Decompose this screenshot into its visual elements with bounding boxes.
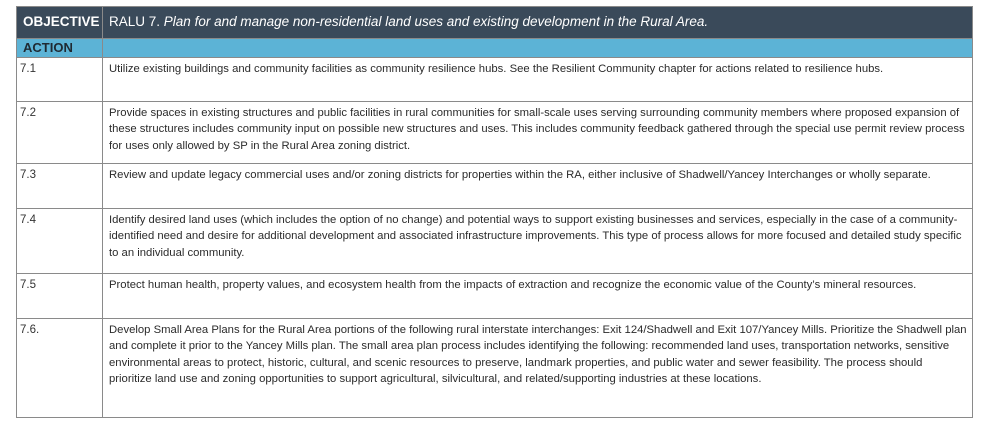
action-text: Develop Small Area Plans for the Rural Area portions of the following rural interstate interchanges: Exit 124/Shadwell and Exit 107/Yancey Mills. Prioritize the Shadwell plan and complete it prior to the Yancey Mills plan. The small area plan process includes identifying the following: recommended land uses, transportation networks, sensitive environmental areas to protect, historic, cultural, and scenic resources to preserve, landmark properties, and public water and sewer feasibility. The process should prioritize land use and zoning opportunities to support agricultural, silvicultural, and related/supporting industries at these locations.: [103, 319, 973, 418]
objective-title: Plan for and manage non-residential land uses and existing development in the Rural Area.: [163, 14, 709, 30]
action-header-empty-cell: [103, 39, 973, 58]
objective-header-row: [17, 7, 973, 39]
action-number: 7.3: [17, 164, 103, 209]
objective-table-container: [16, 6, 972, 418]
action-text: Utilize existing buildings and community facilities as community resilience hubs. See the Resilient Community chapter for actions related to resilience hubs.: [103, 58, 973, 102]
action-number: 7.1: [17, 58, 103, 102]
action-number: 7.2: [17, 102, 103, 164]
table-row: [17, 274, 973, 319]
action-header-row: [17, 39, 973, 58]
action-text: Protect human health, property values, and ecosystem health from the impacts of extraction and recognize the economic value of the County’s mineral resources.: [103, 274, 973, 319]
action-number: 7.4: [17, 209, 103, 274]
action-number: 7.6.: [17, 319, 103, 418]
objective-label: OBJECTIVE: [17, 7, 103, 39]
action-text: Review and update legacy commercial uses and/or zoning districts for properties within the RA, either inclusive of Shadwell/Yancey Interchanges or wholly separate.: [103, 164, 973, 209]
action-number: 7.5: [17, 274, 103, 319]
table-row: [17, 102, 973, 164]
table-row: [17, 58, 973, 102]
objective-code: RALU 7.: [109, 14, 161, 30]
table-row: [17, 319, 973, 418]
table-row: [17, 164, 973, 209]
objective-title-cell: [103, 7, 973, 39]
objective-table: [16, 6, 973, 418]
action-text: Identify desired land uses (which includes the option of no change) and potential ways to support existing businesses and services, especially in the case of a community-identified need and desire for additional development and associated infrastructure improvements. This type of process allows for more focused and detailed study specific to an individual community.: [103, 209, 973, 274]
action-text: Provide spaces in existing structures and public facilities in rural communities for small-scale uses serving surrounding community members where proposed expansion of these structures includes community input on possible new structures and uses. This includes community feedback gathered through the special use permit review process for uses only allowed by SP in the Rural Area zoning district.: [103, 102, 973, 164]
action-label: ACTION: [17, 39, 103, 58]
table-row: [17, 209, 973, 274]
